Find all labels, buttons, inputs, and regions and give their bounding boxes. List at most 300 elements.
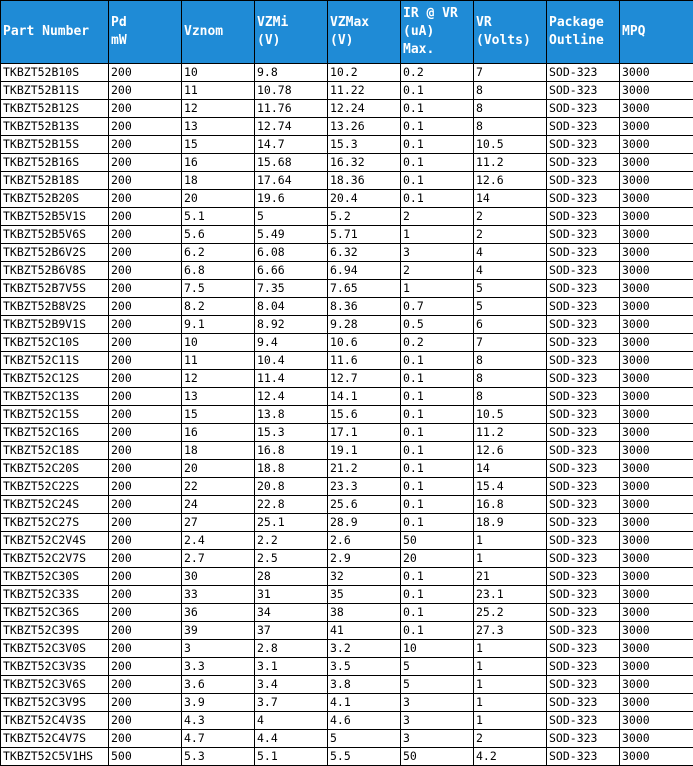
ir-cell: 3 [401, 712, 474, 730]
table-row [1, 514, 693, 532]
pd-cell: 200 [109, 514, 182, 532]
package-outline-cell: SOD-323 [547, 568, 620, 586]
vznom-cell: 16 [182, 154, 255, 172]
mpq-cell: 3000 [620, 640, 693, 658]
table-row [1, 172, 693, 190]
pd-cell: 200 [109, 172, 182, 190]
ir-cell: 2 [401, 262, 474, 280]
mpq-cell: 3000 [620, 496, 693, 514]
vzmin-cell: 25.1 [255, 514, 328, 532]
table-row [1, 226, 693, 244]
part-number-cell: TKBZT52B6V2S [1, 244, 109, 262]
vzmin-cell: 4 [255, 712, 328, 730]
vzmin-cell: 34 [255, 604, 328, 622]
vzmin-cell: 2.2 [255, 532, 328, 550]
vzmax-cell: 18.36 [328, 172, 401, 190]
package-outline-cell: SOD-323 [547, 298, 620, 316]
vr-cell: 1 [474, 658, 547, 676]
pd-cell: 200 [109, 478, 182, 496]
vzmax-cell: 35 [328, 586, 401, 604]
vznom-cell: 4.7 [182, 730, 255, 748]
part-number-cell: TKBZT52C22S [1, 478, 109, 496]
ir-cell: 0.1 [401, 586, 474, 604]
package-outline-cell: SOD-323 [547, 280, 620, 298]
vznom-cell: 11 [182, 82, 255, 100]
pd-cell: 200 [109, 82, 182, 100]
pd-cell: 200 [109, 712, 182, 730]
mpq-cell: 3000 [620, 514, 693, 532]
ir-cell: 0.1 [401, 370, 474, 388]
pd-cell: 200 [109, 208, 182, 226]
vzmax-cell: 7.65 [328, 280, 401, 298]
mpq-cell: 3000 [620, 586, 693, 604]
header-row [1, 1, 693, 64]
vznom-cell: 6.8 [182, 262, 255, 280]
mpq-cell: 3000 [620, 334, 693, 352]
vzmax-cell: 14.1 [328, 388, 401, 406]
vzmax-cell: 5.5 [328, 748, 401, 766]
vzmax-cell: 41 [328, 622, 401, 640]
vzmin-cell: 6.08 [255, 244, 328, 262]
part-number-cell: TKBZT52C15S [1, 406, 109, 424]
vr-cell: 6 [474, 316, 547, 334]
pd-cell: 200 [109, 388, 182, 406]
vzmax-cell: 11.22 [328, 82, 401, 100]
vzmax-cell: 6.94 [328, 262, 401, 280]
pd-cell: 200 [109, 370, 182, 388]
pd-cell: 200 [109, 604, 182, 622]
vzmax-cell: 12.7 [328, 370, 401, 388]
mpq-cell: 3000 [620, 136, 693, 154]
package-outline-cell: SOD-323 [547, 604, 620, 622]
vzmin-cell: 2.8 [255, 640, 328, 658]
vzmax-cell: 28.9 [328, 514, 401, 532]
vzmin-cell: 16.8 [255, 442, 328, 460]
mpq-cell: 3000 [620, 244, 693, 262]
vznom-cell: 15 [182, 136, 255, 154]
pd-cell: 500 [109, 748, 182, 766]
vzmax-cell: 5 [328, 730, 401, 748]
package-outline-cell: SOD-323 [547, 406, 620, 424]
mpq-cell: 3000 [620, 622, 693, 640]
vr-cell: 1 [474, 550, 547, 568]
vzmin-cell: 15.68 [255, 154, 328, 172]
part-number-cell: TKBZT52C36S [1, 604, 109, 622]
vr-cell: 27.3 [474, 622, 547, 640]
ir-cell: 0.1 [401, 154, 474, 172]
vr-cell: 1 [474, 640, 547, 658]
part-number-cell: TKBZT52C16S [1, 424, 109, 442]
vr-cell: 1 [474, 712, 547, 730]
table-row [1, 442, 693, 460]
package-outline-cell: SOD-323 [547, 352, 620, 370]
table-row [1, 640, 693, 658]
vzmin-cell: 12.4 [255, 388, 328, 406]
ir-cell: 0.7 [401, 298, 474, 316]
table-row [1, 190, 693, 208]
package-outline-cell: SOD-323 [547, 118, 620, 136]
package-outline-cell: SOD-323 [547, 334, 620, 352]
vr-cell: 1 [474, 694, 547, 712]
col-header-part-number: Part Number [1, 1, 109, 64]
mpq-cell: 3000 [620, 424, 693, 442]
part-number-cell: TKBZT52C3V9S [1, 694, 109, 712]
table-row [1, 748, 693, 766]
ir-cell: 5 [401, 658, 474, 676]
vzmax-cell: 20.4 [328, 190, 401, 208]
vzmin-cell: 19.6 [255, 190, 328, 208]
vznom-cell: 12 [182, 370, 255, 388]
mpq-cell: 3000 [620, 694, 693, 712]
vr-cell: 1 [474, 676, 547, 694]
vzmin-cell: 22.8 [255, 496, 328, 514]
vr-cell: 2 [474, 226, 547, 244]
vzmax-cell: 10.2 [328, 64, 401, 82]
ir-cell: 20 [401, 550, 474, 568]
pd-cell: 200 [109, 676, 182, 694]
col-header-vr: VR (Volts) [474, 1, 547, 64]
mpq-cell: 3000 [620, 262, 693, 280]
mpq-cell: 3000 [620, 352, 693, 370]
vznom-cell: 3 [182, 640, 255, 658]
vznom-cell: 18 [182, 442, 255, 460]
table-row [1, 532, 693, 550]
ir-cell: 2 [401, 208, 474, 226]
ir-cell: 0.1 [401, 100, 474, 118]
vzmin-cell: 10.4 [255, 352, 328, 370]
vznom-cell: 3.6 [182, 676, 255, 694]
pd-cell: 200 [109, 316, 182, 334]
vzmin-cell: 3.7 [255, 694, 328, 712]
part-number-cell: TKBZT52B13S [1, 118, 109, 136]
vr-cell: 21 [474, 568, 547, 586]
part-number-cell: TKBZT52B8V2S [1, 298, 109, 316]
pd-cell: 200 [109, 298, 182, 316]
package-outline-cell: SOD-323 [547, 100, 620, 118]
ir-cell: 0.2 [401, 334, 474, 352]
vznom-cell: 5.3 [182, 748, 255, 766]
table-row [1, 334, 693, 352]
part-number-cell: TKBZT52C10S [1, 334, 109, 352]
vzmin-cell: 7.35 [255, 280, 328, 298]
table-row [1, 280, 693, 298]
vznom-cell: 15 [182, 406, 255, 424]
vzmin-cell: 10.78 [255, 82, 328, 100]
vr-cell: 15.4 [474, 478, 547, 496]
ir-cell: 0.1 [401, 496, 474, 514]
vzmin-cell: 5 [255, 208, 328, 226]
vr-cell: 1 [474, 532, 547, 550]
package-outline-cell: SOD-323 [547, 370, 620, 388]
col-header-mpq: MPQ [620, 1, 693, 64]
pd-cell: 200 [109, 496, 182, 514]
ir-cell: 0.1 [401, 82, 474, 100]
part-number-cell: TKBZT52C3V3S [1, 658, 109, 676]
vr-cell: 4.2 [474, 748, 547, 766]
part-number-cell: TKBZT52C39S [1, 622, 109, 640]
part-number-cell: TKBZT52B12S [1, 100, 109, 118]
part-number-cell: TKBZT52C3V6S [1, 676, 109, 694]
vznom-cell: 2.4 [182, 532, 255, 550]
ir-cell: 0.1 [401, 568, 474, 586]
pd-cell: 200 [109, 352, 182, 370]
table-row [1, 712, 693, 730]
ir-cell: 0.1 [401, 118, 474, 136]
ir-cell: 0.5 [401, 316, 474, 334]
vr-cell: 4 [474, 244, 547, 262]
vr-cell: 8 [474, 370, 547, 388]
package-outline-cell: SOD-323 [547, 388, 620, 406]
package-outline-cell: SOD-323 [547, 316, 620, 334]
vzmax-cell: 12.24 [328, 100, 401, 118]
vznom-cell: 16 [182, 424, 255, 442]
mpq-cell: 3000 [620, 712, 693, 730]
mpq-cell: 3000 [620, 316, 693, 334]
vr-cell: 8 [474, 82, 547, 100]
vznom-cell: 20 [182, 190, 255, 208]
vznom-cell: 8.2 [182, 298, 255, 316]
part-number-cell: TKBZT52B16S [1, 154, 109, 172]
part-number-cell: TKBZT52B15S [1, 136, 109, 154]
ir-cell: 0.1 [401, 406, 474, 424]
col-header-vznom: Vznom [182, 1, 255, 64]
vzmin-cell: 18.8 [255, 460, 328, 478]
table-row [1, 118, 693, 136]
package-outline-cell: SOD-323 [547, 424, 620, 442]
ir-cell: 0.1 [401, 622, 474, 640]
mpq-cell: 3000 [620, 82, 693, 100]
vznom-cell: 5.6 [182, 226, 255, 244]
pd-cell: 200 [109, 118, 182, 136]
part-number-cell: TKBZT52B5V1S [1, 208, 109, 226]
mpq-cell: 3000 [620, 604, 693, 622]
vzmax-cell: 38 [328, 604, 401, 622]
part-number-cell: TKBZT52C30S [1, 568, 109, 586]
vzmin-cell: 2.5 [255, 550, 328, 568]
ir-cell: 0.1 [401, 424, 474, 442]
vznom-cell: 20 [182, 460, 255, 478]
vznom-cell: 33 [182, 586, 255, 604]
package-outline-cell: SOD-323 [547, 586, 620, 604]
package-outline-cell: SOD-323 [547, 532, 620, 550]
table-row [1, 100, 693, 118]
pd-cell: 200 [109, 730, 182, 748]
ir-cell: 0.1 [401, 190, 474, 208]
vzmin-cell: 11.4 [255, 370, 328, 388]
part-number-cell: TKBZT52C13S [1, 388, 109, 406]
vr-cell: 7 [474, 334, 547, 352]
vznom-cell: 3.3 [182, 658, 255, 676]
vznom-cell: 30 [182, 568, 255, 586]
package-outline-cell: SOD-323 [547, 172, 620, 190]
vzmax-cell: 17.1 [328, 424, 401, 442]
mpq-cell: 3000 [620, 388, 693, 406]
vzmin-cell: 28 [255, 568, 328, 586]
table-row [1, 244, 693, 262]
pd-cell: 200 [109, 136, 182, 154]
package-outline-cell: SOD-323 [547, 154, 620, 172]
vr-cell: 8 [474, 388, 547, 406]
part-number-cell: TKBZT52B5V6S [1, 226, 109, 244]
part-number-cell: TKBZT52C20S [1, 460, 109, 478]
package-outline-cell: SOD-323 [547, 730, 620, 748]
part-number-cell: TKBZT52C3V0S [1, 640, 109, 658]
pd-cell: 200 [109, 622, 182, 640]
part-number-cell: TKBZT52C2V7S [1, 550, 109, 568]
part-number-cell: TKBZT52C4V3S [1, 712, 109, 730]
package-outline-cell: SOD-323 [547, 748, 620, 766]
mpq-cell: 3000 [620, 64, 693, 82]
vznom-cell: 4.3 [182, 712, 255, 730]
vr-cell: 14 [474, 190, 547, 208]
table-body [1, 64, 693, 766]
table-row [1, 586, 693, 604]
part-number-cell: TKBZT52B7V5S [1, 280, 109, 298]
vzmin-cell: 9.4 [255, 334, 328, 352]
vznom-cell: 22 [182, 478, 255, 496]
vzmax-cell: 13.26 [328, 118, 401, 136]
vr-cell: 5 [474, 280, 547, 298]
vznom-cell: 6.2 [182, 244, 255, 262]
package-outline-cell: SOD-323 [547, 136, 620, 154]
pd-cell: 200 [109, 550, 182, 568]
package-outline-cell: SOD-323 [547, 190, 620, 208]
vr-cell: 4 [474, 262, 547, 280]
vzmin-cell: 20.8 [255, 478, 328, 496]
part-number-cell: TKBZT52B11S [1, 82, 109, 100]
vr-cell: 16.8 [474, 496, 547, 514]
vznom-cell: 10 [182, 64, 255, 82]
ir-cell: 0.1 [401, 352, 474, 370]
table-row [1, 82, 693, 100]
vznom-cell: 5.1 [182, 208, 255, 226]
vzmin-cell: 9.8 [255, 64, 328, 82]
vzmax-cell: 25.6 [328, 496, 401, 514]
table-row [1, 424, 693, 442]
table-row [1, 208, 693, 226]
vzmax-cell: 4.6 [328, 712, 401, 730]
ir-cell: 0.1 [401, 514, 474, 532]
vr-cell: 5 [474, 298, 547, 316]
vzmin-cell: 14.7 [255, 136, 328, 154]
table-row [1, 298, 693, 316]
mpq-cell: 3000 [620, 370, 693, 388]
ir-cell: 0.2 [401, 64, 474, 82]
part-number-cell: TKBZT52C5V1HS [1, 748, 109, 766]
package-outline-cell: SOD-323 [547, 442, 620, 460]
part-number-cell: TKBZT52C33S [1, 586, 109, 604]
ir-cell: 3 [401, 244, 474, 262]
mpq-cell: 3000 [620, 568, 693, 586]
vzmax-cell: 32 [328, 568, 401, 586]
col-header-vzmax: VZMax (V) [328, 1, 401, 64]
vzmax-cell: 16.32 [328, 154, 401, 172]
ir-cell: 0.1 [401, 604, 474, 622]
mpq-cell: 3000 [620, 172, 693, 190]
vzmin-cell: 4.4 [255, 730, 328, 748]
vzmax-cell: 3.5 [328, 658, 401, 676]
mpq-cell: 3000 [620, 280, 693, 298]
col-header-vzmin: VZMi (V) [255, 1, 328, 64]
vzmax-cell: 21.2 [328, 460, 401, 478]
vzmax-cell: 3.8 [328, 676, 401, 694]
part-number-cell: TKBZT52C4V7S [1, 730, 109, 748]
vr-cell: 8 [474, 118, 547, 136]
vr-cell: 12.6 [474, 172, 547, 190]
vzmin-cell: 3.4 [255, 676, 328, 694]
package-outline-cell: SOD-323 [547, 226, 620, 244]
mpq-cell: 3000 [620, 118, 693, 136]
vznom-cell: 10 [182, 334, 255, 352]
ir-cell: 1 [401, 280, 474, 298]
part-number-cell: TKBZT52B6V8S [1, 262, 109, 280]
pd-cell: 200 [109, 244, 182, 262]
vzmin-cell: 5.49 [255, 226, 328, 244]
vzmax-cell: 3.2 [328, 640, 401, 658]
vzmax-cell: 11.6 [328, 352, 401, 370]
pd-cell: 200 [109, 658, 182, 676]
ir-cell: 3 [401, 730, 474, 748]
vr-cell: 23.1 [474, 586, 547, 604]
part-number-cell: TKBZT52C27S [1, 514, 109, 532]
pd-cell: 200 [109, 442, 182, 460]
table-row [1, 64, 693, 82]
col-header-package-outline: Package Outline [547, 1, 620, 64]
part-number-cell: TKBZT52B20S [1, 190, 109, 208]
vzmin-cell: 15.3 [255, 424, 328, 442]
package-outline-cell: SOD-323 [547, 676, 620, 694]
table-row [1, 568, 693, 586]
pd-cell: 200 [109, 280, 182, 298]
table-row [1, 496, 693, 514]
vzmax-cell: 6.32 [328, 244, 401, 262]
pd-cell: 200 [109, 640, 182, 658]
package-outline-cell: SOD-323 [547, 514, 620, 532]
mpq-cell: 3000 [620, 442, 693, 460]
table-row [1, 460, 693, 478]
package-outline-cell: SOD-323 [547, 658, 620, 676]
table-row [1, 154, 693, 172]
pd-cell: 200 [109, 190, 182, 208]
table-row [1, 352, 693, 370]
mpq-cell: 3000 [620, 100, 693, 118]
ir-cell: 0.1 [401, 136, 474, 154]
table-row [1, 136, 693, 154]
vznom-cell: 7.5 [182, 280, 255, 298]
pd-cell: 200 [109, 532, 182, 550]
pd-cell: 200 [109, 406, 182, 424]
table-row [1, 262, 693, 280]
package-outline-cell: SOD-323 [547, 244, 620, 262]
vznom-cell: 3.9 [182, 694, 255, 712]
ir-cell: 3 [401, 694, 474, 712]
table-row [1, 478, 693, 496]
ir-cell: 1 [401, 226, 474, 244]
table-row [1, 370, 693, 388]
mpq-cell: 3000 [620, 154, 693, 172]
part-number-cell: TKBZT52B10S [1, 64, 109, 82]
table-row [1, 406, 693, 424]
vzmin-cell: 17.64 [255, 172, 328, 190]
ir-cell: 0.1 [401, 460, 474, 478]
vznom-cell: 12 [182, 100, 255, 118]
mpq-cell: 3000 [620, 550, 693, 568]
ir-cell: 50 [401, 532, 474, 550]
vzmin-cell: 8.92 [255, 316, 328, 334]
part-number-cell: TKBZT52B18S [1, 172, 109, 190]
vr-cell: 12.6 [474, 442, 547, 460]
vr-cell: 25.2 [474, 604, 547, 622]
